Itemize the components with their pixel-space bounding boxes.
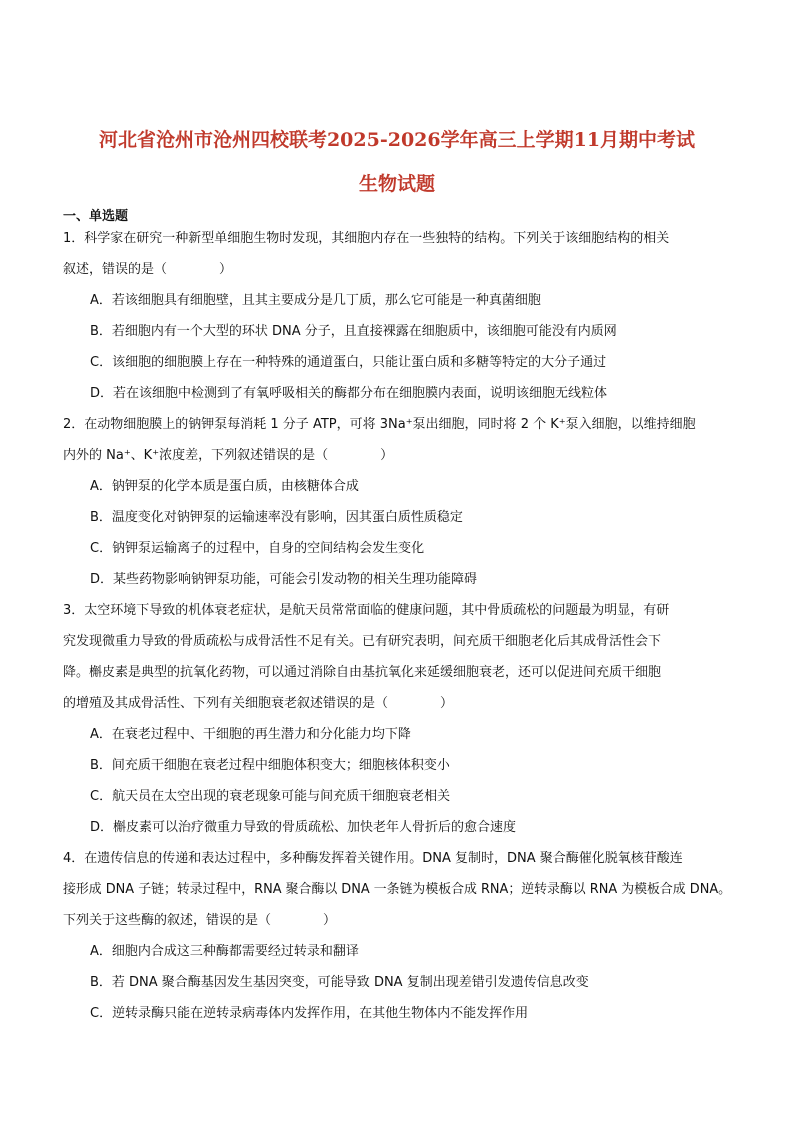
question-4-stem-line-2: 接形成 DNA 子链；转录过程中，RNA 聚合酶以 DNA 一条链为模板合成 RNA；逆转录酶以 RNA 为模板合成 DNA。 <box>63 882 732 897</box>
question-1-option-a: A．若该细胞具有细胞壁，且其主要成分是几丁质，那么它可能是一种真菌细胞 <box>90 293 541 308</box>
question-1-stem-line-2: 叙述，错误的是（ ） <box>63 262 233 277</box>
question-3-option-d: D．槲皮素可以治疗微重力导致的骨质疏松、加快老年人骨折后的愈合速度 <box>90 820 517 835</box>
question-2-stem-line-1: 2．在动物细胞膜上的钠钾泵每消耗 1 分子 ATP，可将 3Na⁺泵出细胞，同时将 2 个 K⁺泵入细胞，以维持细胞 <box>63 417 696 432</box>
question-3-option-a: A．在衰老过程中、干细胞的再生潜力和分化能力均下降 <box>90 727 411 742</box>
question-2-option-d: D．某些药物影响钠钾泵功能，可能会引发动物的相关生理功能障碍 <box>90 572 478 587</box>
question-2-option-c: C．钠钾泵运输离子的过程中，自身的空间结构会发生变化 <box>90 541 425 556</box>
question-4-option-c: C．逆转录酶只能在逆转录病毒体内发挥作用，在其他生物体内不能发挥作用 <box>90 1006 529 1021</box>
question-2-option-a: A．钠钾泵的化学本质是蛋白质，由核糖体合成 <box>90 479 359 494</box>
question-1-option-b: B．若细胞内有一个大型的环状 DNA 分子，且直接裸露在细胞质中，该细胞可能没有内质网 <box>90 324 617 339</box>
question-2-option-b: B．温度变化对钠钾泵的运输速率没有影响，因其蛋白质性质稳定 <box>90 510 463 525</box>
question-1-stem-line-1: 1．科学家在研究一种新型单细胞生物时发现，其细胞内存在一些独特的结构。下列关于该细胞结构的相关 <box>63 231 670 246</box>
question-4-stem-line-3: 下列关于这些酶的叙述，错误的是（ ） <box>63 913 337 928</box>
question-3-stem-line-2: 究发现微重力导致的骨质疏松与成骨活性不足有关。已有研究表明，间充质干细胞老化后其成骨活性会下 <box>63 634 662 649</box>
question-4-option-a: A．细胞内合成这三种酶都需要经过转录和翻译 <box>90 944 359 959</box>
question-3-stem-line-1: 3．太空环境下导致的机体衰老症状，是航天员常常面临的健康问题，其中骨质疏松的问题最为明显，有研 <box>63 603 670 618</box>
question-4-stem-line-1: 4．在遗传信息的传递和表达过程中，多种酶发挥着关键作用。DNA 复制时，DNA 聚合酶催化脱氧核苷酸连 <box>63 851 683 866</box>
question-3-stem-line-4: 的增殖及其成骨活性、下列有关细胞衰老叙述错误的是（ ） <box>63 696 454 711</box>
question-1-option-c: C．该细胞的细胞膜上存在一种特殊的通道蛋白，只能让蛋白质和多糖等特定的大分子通过 <box>90 355 607 370</box>
section-heading: 一、单选题 <box>63 209 129 224</box>
exam-title: 河北省沧州市沧州四校联考2025-2026学年高三上学期11月期中考试 <box>98 129 696 151</box>
question-1-option-d: D．若在该细胞中检测到了有氧呼吸相关的酶都分布在细胞膜内表面，说明该细胞无线粒体 <box>90 386 608 401</box>
question-3-stem-line-3: 降。槲皮素是典型的抗氧化药物，可以通过消除自由基抗氧化来延缓细胞衰老，还可以促进间充质干细胞 <box>63 665 662 680</box>
question-3-option-c: C．航天员在太空出现的衰老现象可能与间充质干细胞衰老相关 <box>90 789 451 804</box>
exam-subtitle: 生物试题 <box>358 173 435 195</box>
question-3-option-b: B．间充质干细胞在衰老过程中细胞体积变大；细胞核体积变小 <box>90 758 450 773</box>
question-2-stem-line-2: 内外的 Na⁺、K⁺浓度差，下列叙述错误的是（ ） <box>63 448 394 463</box>
question-4-option-b: B．若 DNA 聚合酶基因发生基因突变，可能导致 DNA 复制出现差错引发遗传信息改变 <box>90 975 589 990</box>
